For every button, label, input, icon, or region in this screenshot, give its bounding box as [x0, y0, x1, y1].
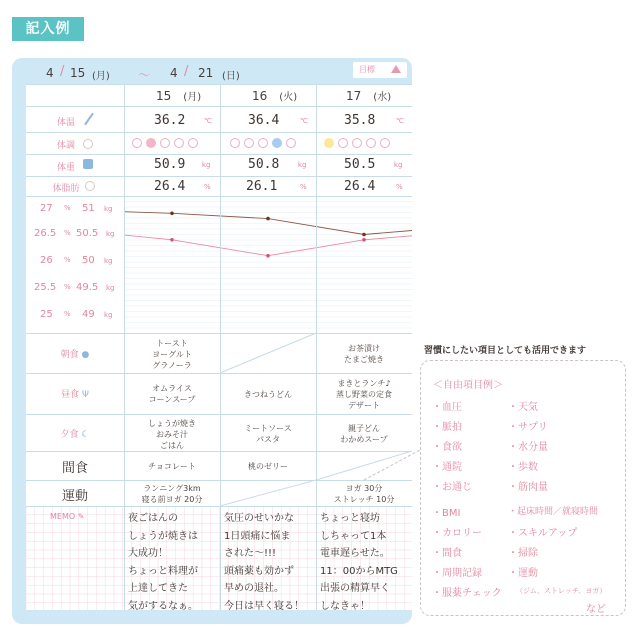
list-item: ・食欲 — [432, 442, 462, 453]
date-range: 4 / 15 (月) 〜 4 / 21 (日) — [46, 64, 240, 82]
weight-label: 体重 — [56, 163, 75, 173]
snack-label: 間食 — [61, 461, 88, 476]
callout-pointer — [360, 440, 424, 490]
dinner-day1: しょうが焼き おみそ汁 ごはん — [148, 419, 196, 450]
list-item: ・掃除 — [508, 548, 538, 559]
list-item: ・歩数 — [508, 462, 538, 473]
dinner-day3: 親子どん わかめスープ — [340, 424, 388, 444]
snack-day1: チョコレート — [148, 462, 196, 471]
weight-value-3: 50.5 — [344, 157, 376, 172]
list-item: ・カロリー — [432, 528, 482, 539]
callout-title: 習慣にしたい項目としても活用できます — [424, 346, 587, 356]
exercise-day1: ランニング3km 寝る前ヨガ 20分 — [141, 484, 203, 504]
list-item: ・水分量 — [508, 442, 548, 453]
lunch-label: 昼食 Ψ — [61, 390, 89, 400]
start-weekday: 月 — [95, 71, 106, 82]
temp-label: 体温 — [56, 118, 75, 128]
list-item: ・脈拍 — [432, 422, 462, 433]
list-item: ・スキルアップ — [508, 528, 578, 539]
list-item-note: （ジム、ストレッチ、ヨガ） — [516, 587, 607, 595]
crown-icon — [391, 65, 401, 73]
goal-label: 目標 — [359, 65, 375, 74]
exercise-label: 運動 — [61, 489, 88, 504]
goal-box — [353, 62, 407, 78]
start-day: 15 — [70, 66, 86, 80]
memo-day2: 気圧のせいかな 1日頭痛に悩ま された〜!!! 頭痛薬も効かず 早めの退社。 今日は早く寝る！ — [224, 513, 304, 610]
bodyfat-value-2: 26.1 — [246, 179, 278, 194]
list-item: ・通院 — [432, 462, 462, 473]
dinner-label: 夕食 ☾ — [60, 430, 90, 440]
lunch-day2: きつねうどん — [244, 390, 292, 399]
bodyfat-label: 体脂肪 — [52, 184, 80, 194]
list-item: ・血圧 — [432, 402, 462, 413]
graph-scale: 27 % 51 kg 26.5 % 50.5 kg 26 % 50 kg 25.5 % 49.5 kg 25 % 49 kg — [34, 203, 115, 320]
breakfast-day3: お茶漬け たまご焼き — [344, 344, 384, 364]
list-item: ・BMI — [432, 508, 461, 519]
pencil-icon: ✎ — [77, 512, 85, 521]
etc-label: など — [586, 604, 606, 615]
example-badge: 記入例 — [12, 17, 84, 41]
free-items-heading: ＜自由項目例＞ — [433, 380, 503, 391]
start-month: 4 — [46, 66, 54, 80]
exercise-day3: ヨガ 30分 ストレッチ 10分 — [333, 484, 395, 504]
list-item: ・間食 — [432, 548, 462, 559]
memo-label: MEMO ✎ — [50, 512, 85, 521]
list-item: ・運動 — [508, 568, 538, 579]
fork-knife-icon: Ψ — [81, 390, 89, 400]
weight-value-2: 50.8 — [248, 157, 280, 172]
lunch-day3: まきとランチ♪ 蒸し野菜の定食 デザート — [336, 379, 392, 410]
range-separator: 〜 — [138, 68, 151, 82]
dinner-day2: ミートソース パスタ — [244, 424, 292, 444]
breakfast-day1: トースト ヨーグルト グラノーラ — [152, 339, 192, 370]
sun-icon: ● — [81, 350, 90, 360]
end-weekday: 日 — [225, 71, 236, 82]
bodyfat-value-3: 26.4 — [344, 179, 376, 194]
planner-sheet: 15 (月) 16 (火) 17 (水) 体温 体調 体重 体脂肪 36.2 ℃ 36.4 ℃ 35.8 ℃ 50.9 kg 50.8 kg 50.5 kg 26.4 % 26.1 % 26.4 % 27 % 51 kg 26.5 % 50.5 kg 26 % 50 kg 25.5 % 49.5 kg 25 % 49 kg 朝食 ● 昼食 Ψ 夕食 ☾ 間食 運動 MEMO ✎ トースト ヨーグルト グラノーラ お茶漬け たまご焼き オムライス コーンスープ きつねうどん まきとランチ♪ 蒸し野菜の定食 デザート しょうが焼き おみそ汁 ごはん ミートソース パスタ 親子どん わかめスープ チョコレート 桃のゼリー ランニング3km 寝る前ヨガ 20分 ヨガ 30分 ストレッチ 10分 夜ごはんの しょうが焼きは 大成功！ ちょっと料理が 上達してきた 気がするなぁ。 気圧のせいかな 1日頭痛に悩ま された〜!!! 頭痛薬も効かず 早めの退社。 今日は早く寝る！ ちょっと寝坊 しちゃって1本 電車遅らせた。 11：00からMTG 出張の精算早く しなきゃ！ — [26, 84, 412, 610]
temp-value-2: 36.4 — [248, 113, 280, 128]
end-day: 21 — [198, 66, 214, 80]
memo-day3: ちょっと寝坊 しちゃって1本 電車遅らせた。 11：00からMTG 出張の精算早く しなきゃ！ — [320, 513, 398, 610]
list-item: ・サプリ — [508, 422, 548, 433]
list-item: ・お通じ — [432, 482, 472, 493]
list-item: ・服薬チェック — [432, 588, 502, 599]
bodyfat-value-1: 26.4 — [154, 179, 186, 194]
condition-label: 体調 — [56, 141, 75, 151]
list-item: ・起床時間／就寝時間 — [508, 507, 599, 517]
end-month: 4 — [170, 66, 178, 80]
day-header-3: 17 (水) — [346, 89, 392, 103]
weight-value-1: 50.9 — [154, 157, 186, 172]
list-item: ・天気 — [508, 402, 538, 413]
temp-value-3: 35.8 — [344, 113, 376, 128]
temp-value-1: 36.2 — [154, 113, 186, 128]
day-header-2: 16 (火) — [252, 89, 298, 103]
moon-icon: ☾ — [81, 430, 90, 440]
lunch-day1: オムライス コーンスープ — [148, 384, 196, 404]
day-header-1: 15 (月) — [156, 89, 202, 103]
snack-day2: 桃のゼリー — [248, 462, 288, 471]
list-item: ・筋肉量 — [508, 482, 548, 493]
breakfast-label: 朝食 ● — [60, 350, 90, 360]
free-items-right — [508, 398, 624, 615]
memo-day1: 夜ごはんの しょうが焼きは 大成功！ ちょっと料理が 上達してきた 気がするなぁ。 — [128, 513, 198, 610]
list-item: ・周期記録 — [432, 568, 482, 579]
